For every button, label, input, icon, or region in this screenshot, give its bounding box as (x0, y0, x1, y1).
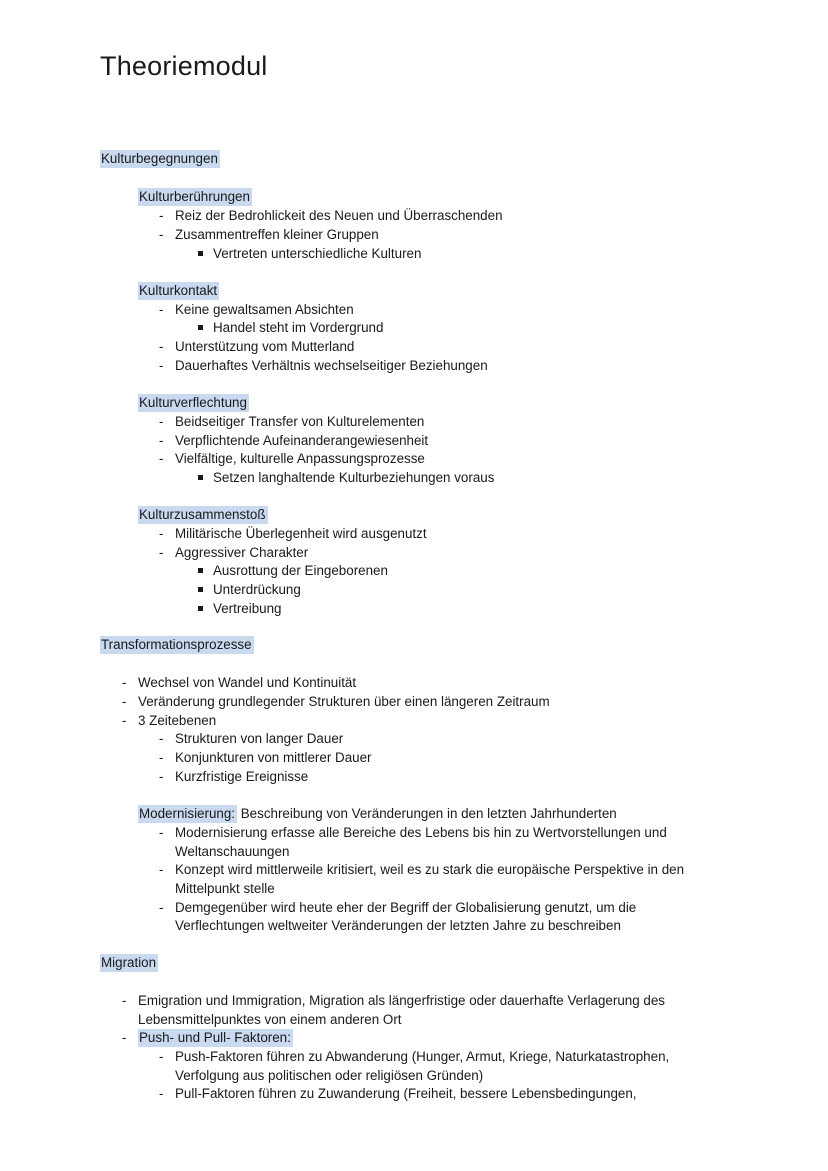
list-item: - Vielfältige, kulturelle Anpassungsprozesse (175, 450, 425, 468)
list-item-continuation: Verfolgung aus politischen oder religiösen Gründen) (175, 1068, 484, 1083)
list-item: - Push-Faktoren führen zu Abwanderung (Hunger, Armut, Kriege, Naturkatastrophen, (175, 1048, 669, 1066)
sub-list-item: Setzen langhaltende Kulturbeziehungen voraus (213, 470, 495, 485)
subsection-heading-kulturberuehrungen (138, 188, 252, 206)
sub-list-item: Unterdrückung (213, 582, 301, 597)
sub-list-item: Vertreibung (213, 601, 282, 616)
sub-list-item: Ausrottung der Eingeborenen (213, 563, 388, 578)
subsection-heading-kulturverflechtung (138, 394, 249, 412)
definition-text: Beschreibung von Veränderungen in den letzten Jahrhunderten (237, 806, 617, 821)
heading-highlight: Transformationsprozesse (101, 637, 252, 652)
heading-highlight: Kulturzusammenstoß (139, 507, 266, 522)
heading-highlight: Kulturbegegnungen (101, 151, 218, 166)
list-item: - Veränderung grundlegender Strukturen über einen längeren Zeitraum (138, 693, 550, 711)
list-item-continuation: Mittelpunkt stelle (175, 881, 275, 896)
list-item-continuation: Weltanschauungen (175, 844, 290, 859)
heading-highlight: Kulturberührungen (139, 189, 250, 204)
list-item: - Militärische Überlegenheit wird ausgenutzt (175, 525, 427, 543)
section-heading-kulturbegegnungen (100, 150, 220, 168)
subsection-heading-kulturzusammenstoss (138, 506, 268, 524)
section-heading-transformationsprozesse (100, 636, 254, 654)
term-highlight: Modernisierung: (139, 806, 236, 821)
list-item: - 3 Zeitebenen (138, 712, 216, 730)
heading-highlight: Kulturverflechtung (139, 395, 247, 410)
list-item: - Unterstützung vom Mutterland (175, 338, 354, 356)
list-item: - Aggressiver Charakter (175, 544, 308, 562)
term-highlight: Push- und Pull- Faktoren: (139, 1030, 291, 1045)
modernisierung-definition (138, 805, 617, 823)
list-item: - Zusammentreffen kleiner Gruppen (175, 226, 379, 244)
list-item: - Emigration und Immigration, Migration als längerfristige oder dauerhafte Verlagerung des (138, 992, 665, 1010)
list-item: - Keine gewaltsamen Absichten (175, 301, 354, 319)
list-item: - Demgegenüber wird heute eher der Begriff der Globalisierung genutzt, um die (175, 899, 636, 917)
list-item (138, 1029, 293, 1047)
list-item-continuation: Verflechtungen weltweiter Veränderungen der letzten Jahre zu beschreiben (175, 918, 621, 933)
list-item: - Modernisierung erfasse alle Bereiche des Lebens bis hin zu Wertvorstellungen und (175, 824, 667, 842)
heading-highlight: Kulturkontakt (139, 283, 218, 298)
sub-list-item: Handel steht im Vordergrund (213, 320, 384, 335)
list-item: - Konjunkturen von mittlerer Dauer (175, 749, 372, 767)
list-item: - Wechsel von Wandel und Kontinuität (138, 674, 356, 692)
sub-list-item: Vertreten unterschiedliche Kulturen (213, 246, 422, 261)
list-item-continuation: Lebensmittelpunktes von einem anderen Ort (138, 1012, 402, 1027)
list-item: - Kurzfristige Ereignisse (175, 768, 308, 786)
subsection-heading-kulturkontakt (138, 282, 219, 300)
list-item: - Verpflichtende Aufeinanderangewiesenheit (175, 432, 428, 450)
list-item: - Dauerhaftes Verhältnis wechselseitiger Beziehungen (175, 357, 488, 375)
list-item: - Beidseitiger Transfer von Kulturelementen (175, 413, 424, 431)
list-item: - Konzept wird mittlerweile kritisiert, weil es zu stark die europäische Perspektive in den (175, 861, 684, 879)
list-item: - Pull-Faktoren führen zu Zuwanderung (Freiheit, bessere Lebensbedingungen, (175, 1085, 637, 1103)
list-item: - Strukturen von langer Dauer (175, 730, 343, 748)
list-item: - Reiz der Bedrohlickeit des Neuen und Überraschenden (175, 207, 503, 225)
section-heading-migration (100, 954, 158, 972)
page-title: Theoriemodul (100, 51, 268, 81)
heading-highlight: Migration (101, 955, 157, 970)
